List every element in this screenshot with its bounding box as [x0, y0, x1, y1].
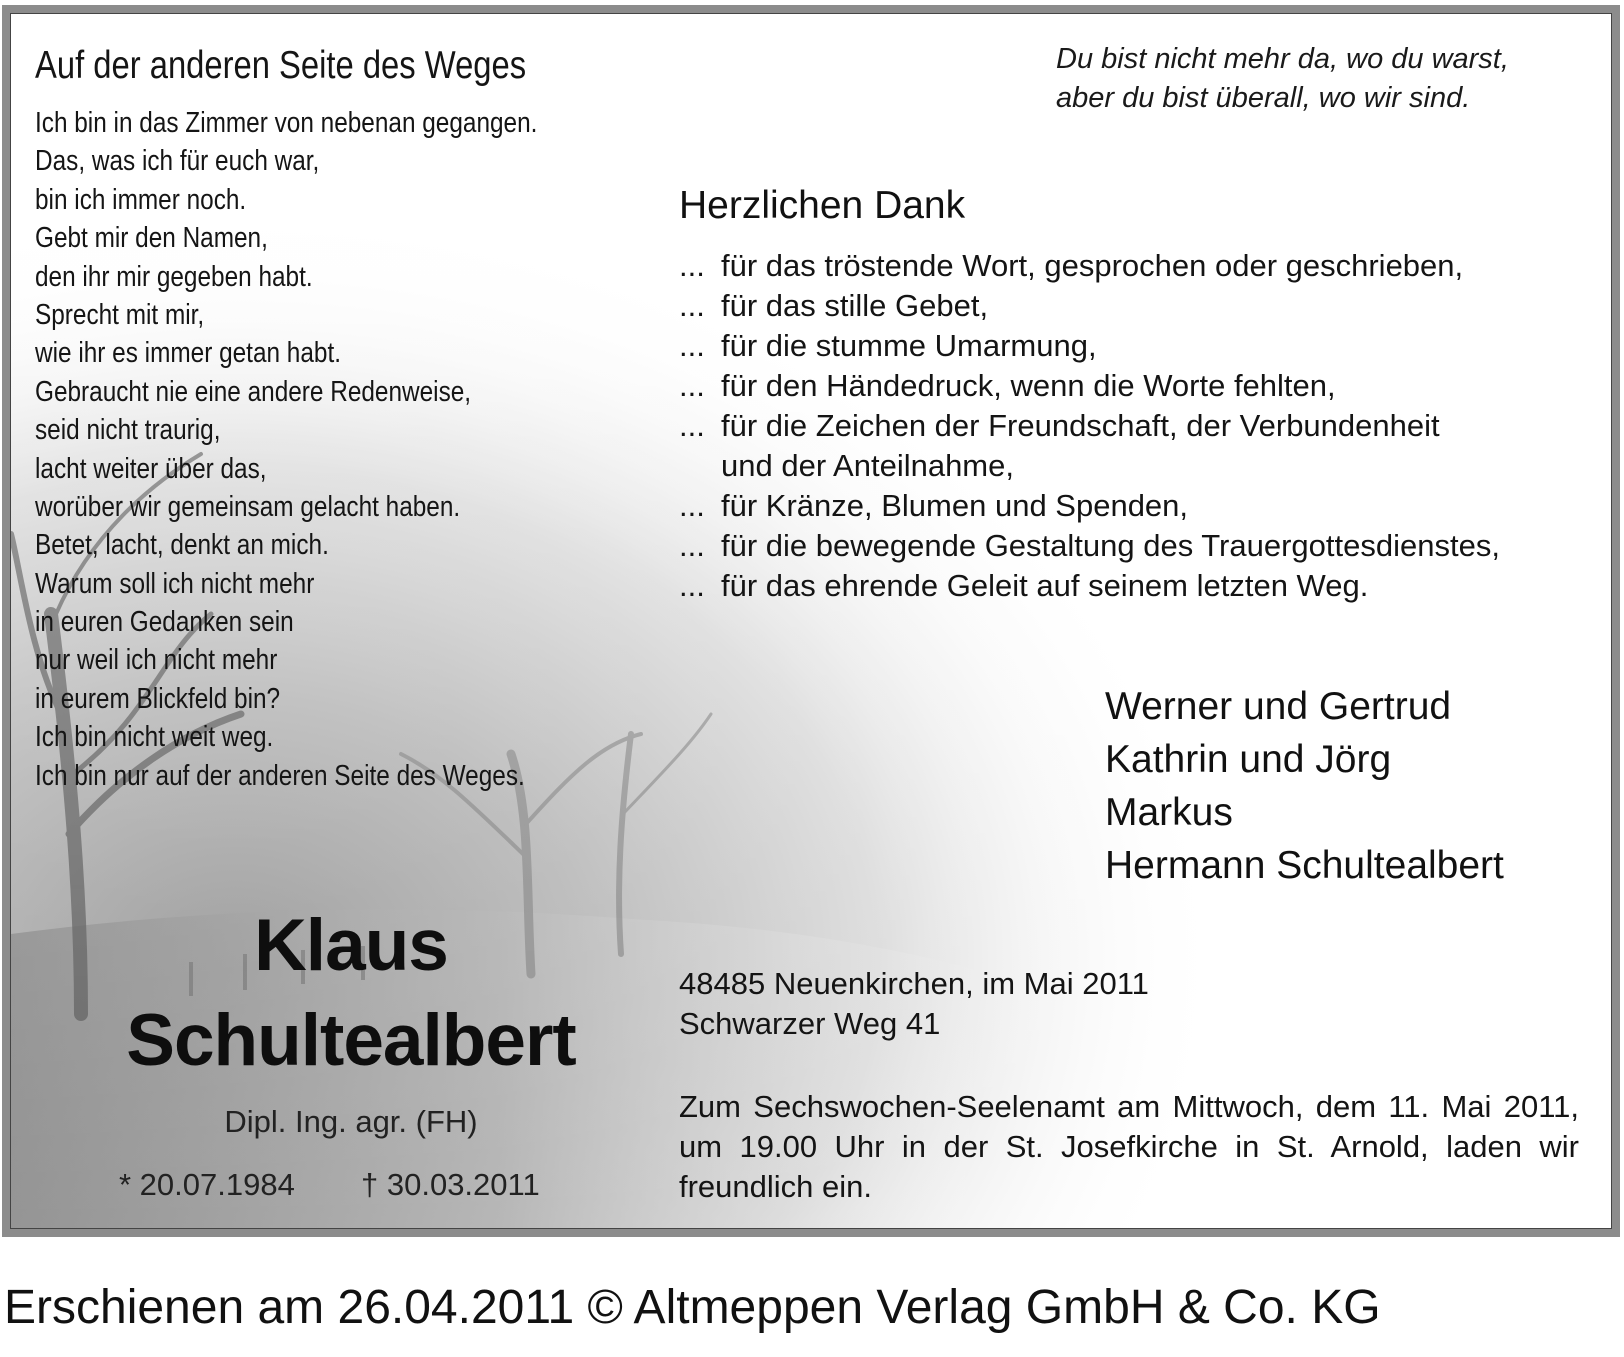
- thanks-item-text: für den Händedruck, wenn die Worte fehlten,: [721, 368, 1336, 403]
- thanks-item-text: für die bewegende Gestaltung des Trauergottesdienstes,: [721, 528, 1500, 563]
- ellipsis: ...: [679, 328, 705, 363]
- poem-text: [35, 104, 537, 795]
- poem-line: wie ihr es immer getan habt.: [35, 337, 341, 370]
- thanks-item-text: und der Anteilnahme,: [721, 448, 1014, 483]
- family-name: Werner und Gertrud: [1105, 685, 1452, 728]
- poem-line: in eurem Blickfeld bin?: [35, 682, 281, 715]
- poem-line: seid nicht traurig,: [35, 414, 221, 447]
- poem-line: worüber wir gemeinsam gelacht haben.: [35, 490, 461, 523]
- poem-line: Gebraucht nie eine andere Redenweise,: [35, 375, 472, 408]
- family-name: Markus: [1105, 791, 1233, 834]
- family-name: Hermann Schultealbert: [1105, 844, 1504, 887]
- thanks-title: Herzlichen Dank: [679, 184, 966, 227]
- notice-panel: [11, 14, 1611, 1228]
- ellipsis: ...: [679, 528, 705, 563]
- birth-date: * 20.07.1984: [119, 1167, 295, 1202]
- poem-line: Betet, lacht, denkt an mich.: [35, 529, 329, 562]
- poem-title: Auf der anderen Seite des Weges: [35, 44, 527, 87]
- ellipsis: ...: [679, 568, 705, 603]
- poem-line: Ich bin nur auf der anderen Seite des Weges.: [35, 759, 525, 792]
- family-name: Kathrin und Jörg: [1105, 738, 1392, 781]
- address-block: [679, 964, 1149, 1044]
- deceased-first-name: Klaus: [254, 905, 448, 986]
- poem-line: Sprecht mit mir,: [35, 298, 205, 331]
- motto-quote: [1056, 40, 1509, 118]
- ellipsis: ...: [679, 288, 705, 323]
- address-line: 48485 Neuenkirchen, im Mai 2011: [679, 966, 1149, 1001]
- motto-line: Du bist nicht mehr da, wo du warst,: [1056, 43, 1509, 75]
- poem-line: Warum soll ich nicht mehr: [35, 567, 315, 600]
- poem-line: Ich bin in das Zimmer von nebenan gegangen.: [35, 107, 538, 139]
- deceased-last-name: Schultealbert: [126, 1000, 576, 1081]
- thanks-item-text: für das ehrende Geleit auf seinem letzten Weg.: [721, 568, 1369, 603]
- family-names: [1105, 680, 1504, 892]
- poem-line: Das, was ich für euch war,: [35, 145, 320, 178]
- poem-line: Ich bin nicht weit weg.: [35, 721, 274, 754]
- thanks-item-text: für das tröstende Wort, gesprochen oder geschrieben,: [721, 248, 1464, 283]
- ellipsis: ...: [679, 488, 705, 523]
- thanks-item-text: für das stille Gebet,: [721, 288, 989, 323]
- poem-line: den ihr mir gegeben habt.: [35, 260, 313, 293]
- poem-line: Gebt mir den Namen,: [35, 222, 268, 255]
- ellipsis: ...: [679, 408, 705, 443]
- death-date: † 30.03.2011: [361, 1167, 540, 1202]
- motto-line: aber du bist überall, wo wir sind.: [1056, 82, 1471, 114]
- poem-line: nur weil ich nicht mehr: [35, 644, 278, 677]
- ellipsis: ...: [679, 368, 705, 403]
- thanks-item-text: für Kränze, Blumen und Spenden,: [721, 488, 1189, 523]
- poem-line: bin ich immer noch.: [35, 183, 247, 216]
- memorial-service-text: Zum Sechswochen-Seelenamt am Mittwoch, dem 11. Mai 2011, um 19.00 Uhr in der St. Josefkirche in St. Arnold, laden wir freundlich ein.: [679, 1089, 1579, 1204]
- notice-frame: [2, 5, 1620, 1237]
- poem-line: lacht weiter über das,: [35, 452, 267, 485]
- deceased-degree: Dipl. Ing. agr. (FH): [224, 1104, 478, 1139]
- address-line: Schwarzer Weg 41: [679, 1006, 941, 1041]
- thanks-item-text: für die stumme Umarmung,: [721, 328, 1097, 363]
- ellipsis: ...: [679, 248, 705, 283]
- publication-footer: Erschienen am 26.04.2011 © Altmeppen Verlag GmbH & Co. KG: [4, 1281, 1381, 1334]
- poem-line: in euren Gedanken sein: [35, 606, 294, 639]
- thanks-item-text: für die Zeichen der Freundschaft, der Verbundenheit: [721, 408, 1440, 443]
